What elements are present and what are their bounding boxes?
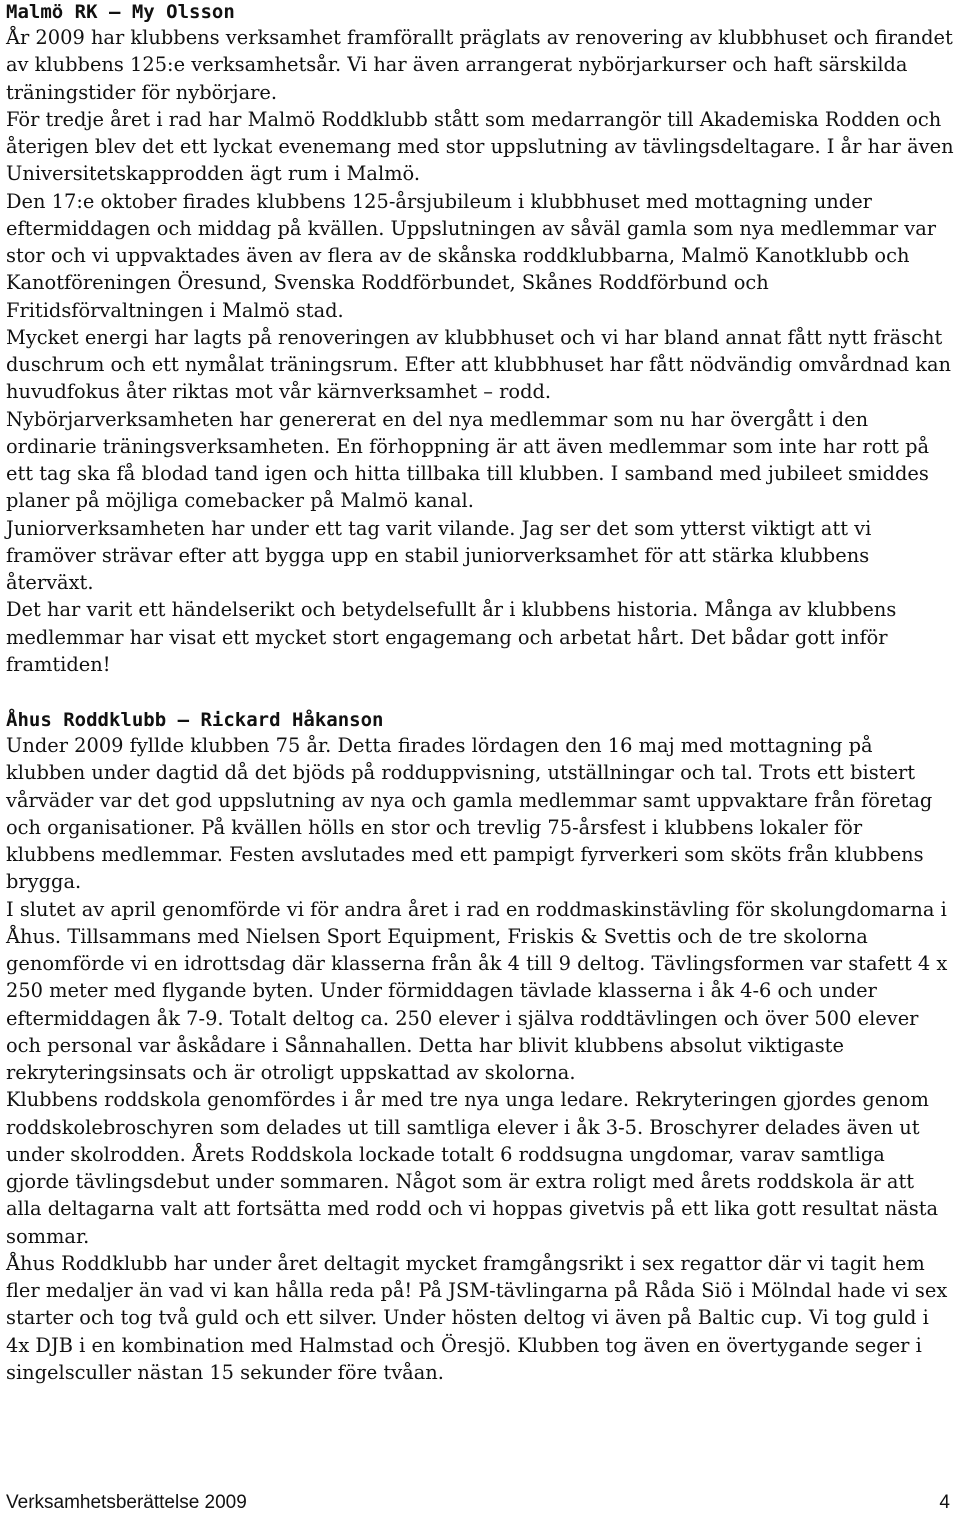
- paragraph: Mycket energi har lagts på renoveringen av klubbhuset och vi har bland annat fått nytt fräscht duschrum och ett nymålat träningsrum. Efter att klubbhuset har fått nödvändig omvårdnad kan huvudfokus åter riktas mot vår kärnverksamhet – rodd.: [6, 325, 952, 404]
- page-footer: [6, 1491, 950, 1515]
- footer-title: Verksamhetsberättelse 2009: [6, 1492, 247, 1513]
- paragraph: I slutet av april genomförde vi för andra året i rad en roddmaskinstävling för skolungdomarna i Åhus. Tillsammans med Nielsen Sport Equipment, Friskis & Svettis och de tre skolorna genomförde vi en idrottsdag där klasserna från åk 4 till 9 deltog. Tävlingsformen var stafett 4 x 250 meter med flygande byten. Under förmiddagen tävlade klasserna i åk 4-6 och under eftermiddagen åk 7-9. Totalt deltog ca. 250 elever i själva roddtävlingen och över 500 elever och personal var åskådare i Sånnahallen. Detta har blivit klubbens absolut viktigaste rekryteringsinsats och är otroligt uppskattad av skolorna.: [6, 897, 948, 1084]
- section-heading: Åhus Roddklubb – Rickard Håkanson: [6, 709, 384, 731]
- paragraph: Åhus Roddklubb har under året deltagit mycket framgångsrikt i sex regattor där vi tagit hem fler medaljer än vad vi kan hålla reda på! På JSM-tävlingarna på Råda Siö i Mölndal hade vi sex starter och tog två guld och ett silver. Under hösten deltog vi även på Baltic cup. Vi tog guld i 4x DJB i en kombination med Halmstad och Öresjö. Klubben tog även en övertygande seger i singelsculler nästan 15 sekunder före tvåan.: [6, 1251, 948, 1384]
- paragraph: Klubbens roddskola genomfördes i år med tre nya unga ledare. Rekryteringen gjordes genom roddskolebroschyren som delades ut till samtliga elever i åk 3-5. Broschyrer delades även ut under skolrodden. Årets Roddskola lockade totalt 6 roddsugna ungdomar, varav samtliga gjorde tävlingsdebut under sommaren. Något som är extra roligt med årets roddskola är att alla deltagarna valt att fortsätta med rodd och vi hoppas givetvis på ett lika gott resultat nästa sommar.: [6, 1088, 939, 1248]
- paragraph: Juniorverksamheten har under ett tag varit vilande. Jag ser det som ytterst viktigt att vi framöver strävar efter att bygga upp en stabil juniorverksamhet för att stärka klubbens återväxt.: [6, 516, 872, 594]
- section-heading: Malmö RK – My Olsson: [6, 1, 235, 23]
- paragraph: År 2009 har klubbens verksamhet framförallt präglats av renovering av klubbhuset och firandet av klubbens 125:e verksamhetsår. Vi har även arrangerat nybörjarkurser och haft särskilda träningstider för nybörjare.: [6, 26, 953, 104]
- section-malmo-rk: [6, 0, 954, 678]
- paragraph: Nybörjarverksamheten har genererat en del nya medlemmar som nu har övergått i den ordinarie träningsverksamheten. En förhoppning är att även medlemmar som inte har rott på ett tag ska få blodad tand igen och hitta tillbaka till klubben. I samband med jubileet smiddes planer på möjliga comebacker på Malmö kanal.: [6, 407, 930, 513]
- section-ahus-roddklubb: [6, 708, 954, 1386]
- paragraph: För tredje året i rad har Malmö Roddklubb stått som medarrangör till Akademiska Rodden och återigen blev det ett lyckat evenemang med stor uppslutning av tävlingsdeltagare. I år har även Universitetskapprodden ägt rum i Malmö.: [6, 107, 954, 186]
- paragraph: Under 2009 fyllde klubben 75 år. Detta firades lördagen den 16 maj med mottagning på klubben under dagtid då det bjöds på rodduppvisning, utställningar och tal. Trots ett bistert vårväder var det god uppslutning av nya och gamla medlemmar samt uppvaktare från företag och organisationer. På kvällen hölls en stor och trevlig 75-årsfest i klubbens lokaler för klubbens medlemmar. Festen avslutades med ett pampigt fyrverkeri som sköts från klubbens brygga.: [6, 734, 933, 894]
- paragraph: Den 17:e oktober firades klubbens 125-årsjubileum i klubbhuset med mottagning under eftermiddagen och middag på kvällen. Uppslutningen av såväl gamla som nya medlemmar var stor och vi uppvaktades även av flera av de skånska roddklubbarna, Malmö Kanotklubb och Kanotföreningen Öresund, Svenska Roddförbundet, Skånes Roddförbund och Fritidsförvaltningen i Malmö stad.: [6, 189, 937, 322]
- document-page: [6, 0, 954, 1386]
- paragraph: Det har varit ett händelserikt och betydelsefullt år i klubbens historia. Många av klubbens medlemmar har visat ett mycket stort engagemang och arbetat hårt. Det bådar gott inför framtiden!: [6, 598, 897, 676]
- page-number: 4: [939, 1492, 950, 1513]
